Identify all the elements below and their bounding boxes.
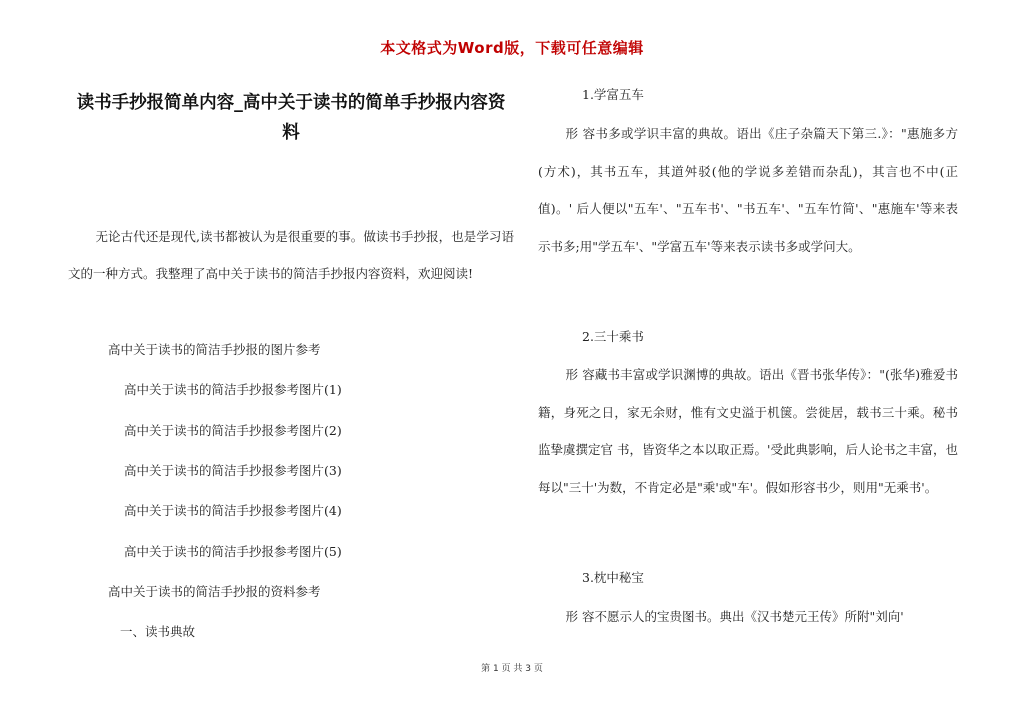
image-ref-3: 高中关于读书的简洁手抄报参考图片(3) xyxy=(124,463,342,478)
image-ref-5: 高中关于读书的简洁手抄报参考图片(5) xyxy=(124,544,342,559)
page-footer: 第 1 页 共 3 页 xyxy=(481,664,543,674)
image-ref-2: 高中关于读书的简洁手抄报参考图片(2) xyxy=(124,423,342,438)
story-3-body: 形 容不愿示人的宝贵图书。典出《汉书楚元王传》所附"刘向' xyxy=(565,609,904,624)
subsection-heading: 一、读书典故 xyxy=(120,624,196,639)
intro-paragraph: 无论古代还是现代,读书都被认为是很重要的事。做读书手抄报，也是学习语文的一种方式。我整理了高中关于读书的简洁手抄报内容资料，欢迎阅读! xyxy=(68,229,514,281)
story-1-body: 形 容书多或学识丰富的典故。语出《庄子杂篇天下第三.》："惠施多方(方术)，其书五车，其道舛驳(他的学说多差错而杂乱)，其言也不中(正值)。' 后人便以"五车'、"五车书'、"书五车'、"五车竹简'、"惠施车'等来表示书多;用"学五车'、"学富五车'等来表示读书多或学问大。 xyxy=(538,126,958,254)
section-heading-materials: 高中关于读书的简洁手抄报的资料参考 xyxy=(108,584,321,599)
format-banner: 本文格式为Word版，下载可任意编辑 xyxy=(380,39,644,57)
image-ref-4: 高中关于读书的简洁手抄报参考图片(4) xyxy=(124,503,342,518)
story-3-heading: 3.枕中秘宝 xyxy=(582,570,644,585)
document-title: 读书手抄报简单内容_高中关于读书的简单手抄报内容资料 xyxy=(76,93,506,143)
section-heading-images: 高中关于读书的简洁手抄报的图片参考 xyxy=(108,342,321,357)
image-ref-1: 高中关于读书的简洁手抄报参考图片(1) xyxy=(124,382,342,397)
story-2-body: 形 容藏书丰富或学识渊博的典故。语出《晋书张华传》："(张华)雅爱书籍，身死之日，家无余财，惟有文史溢于机箧。尝徙居，载书三十乘。秘书监挚虞撰定官 书，皆资华之本以取正焉。'受此典影响，后人论书之丰富，也每以"三十'为数，不肯定必是"乘'或"车'。假如形容书少，则用"无乘书'。 xyxy=(538,367,958,495)
story-2-heading: 2.三十乘书 xyxy=(582,329,644,344)
story-1-heading: 1.学富五车 xyxy=(582,87,644,102)
left-column xyxy=(68,88,514,305)
